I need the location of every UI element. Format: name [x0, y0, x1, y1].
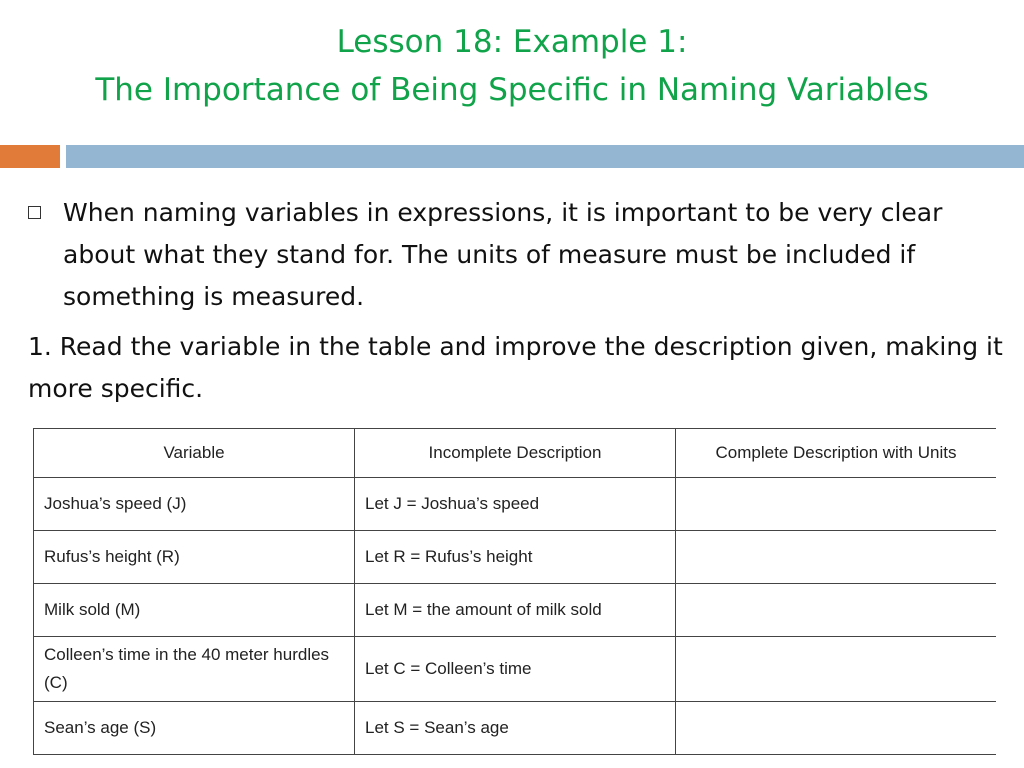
cell-complete[interactable]: [676, 702, 997, 755]
cell-complete[interactable]: [676, 478, 997, 531]
table-row: [34, 702, 997, 755]
cell-incomplete: Let M = the amount of milk sold: [355, 584, 676, 637]
cell-incomplete: Let R = Rufus’s height: [355, 531, 676, 584]
cell-incomplete: Let S = Sean’s age: [355, 702, 676, 755]
table-row: [34, 478, 997, 531]
accent-bar-blue: [66, 145, 1024, 168]
table-row: [34, 531, 997, 584]
cell-incomplete: Let C = Colleen’s time: [355, 637, 676, 702]
title-line-2: The Importance of Being Specific in Naming Variables: [95, 72, 929, 108]
table-row: [34, 637, 997, 702]
bullet-item: [28, 192, 1003, 318]
accent-bar-orange: [0, 145, 60, 168]
header-incomplete-description: Incomplete Description: [355, 429, 676, 478]
square-bullet-icon: [28, 206, 41, 219]
title-line-1: Lesson 18: Example 1:: [336, 24, 688, 60]
cell-complete[interactable]: [676, 584, 997, 637]
cell-complete[interactable]: [676, 637, 997, 702]
cell-variable: Rufus’s height (R): [34, 531, 355, 584]
header-variable: Variable: [34, 429, 355, 478]
bullet-text: When naming variables in expressions, it is important to be very clear about what they stand for. The units of measure must be included if something is measured.: [63, 198, 943, 311]
cell-variable: Joshua’s speed (J): [34, 478, 355, 531]
slide-title: [0, 18, 1024, 114]
cell-variable: Colleen’s time in the 40 meter hurdles (C): [34, 637, 355, 702]
cell-variable: Milk sold (M): [34, 584, 355, 637]
header-complete-description: Complete Description with Units: [676, 429, 997, 478]
variables-table: [33, 428, 996, 755]
table-header-row: [34, 429, 997, 478]
cell-variable: Sean’s age (S): [34, 702, 355, 755]
instruction-text: 1. Read the variable in the table and improve the description given, making it more specific.: [28, 332, 1003, 403]
cell-incomplete: Let J = Joshua’s speed: [355, 478, 676, 531]
table-row: [34, 584, 997, 637]
cell-complete[interactable]: [676, 531, 997, 584]
